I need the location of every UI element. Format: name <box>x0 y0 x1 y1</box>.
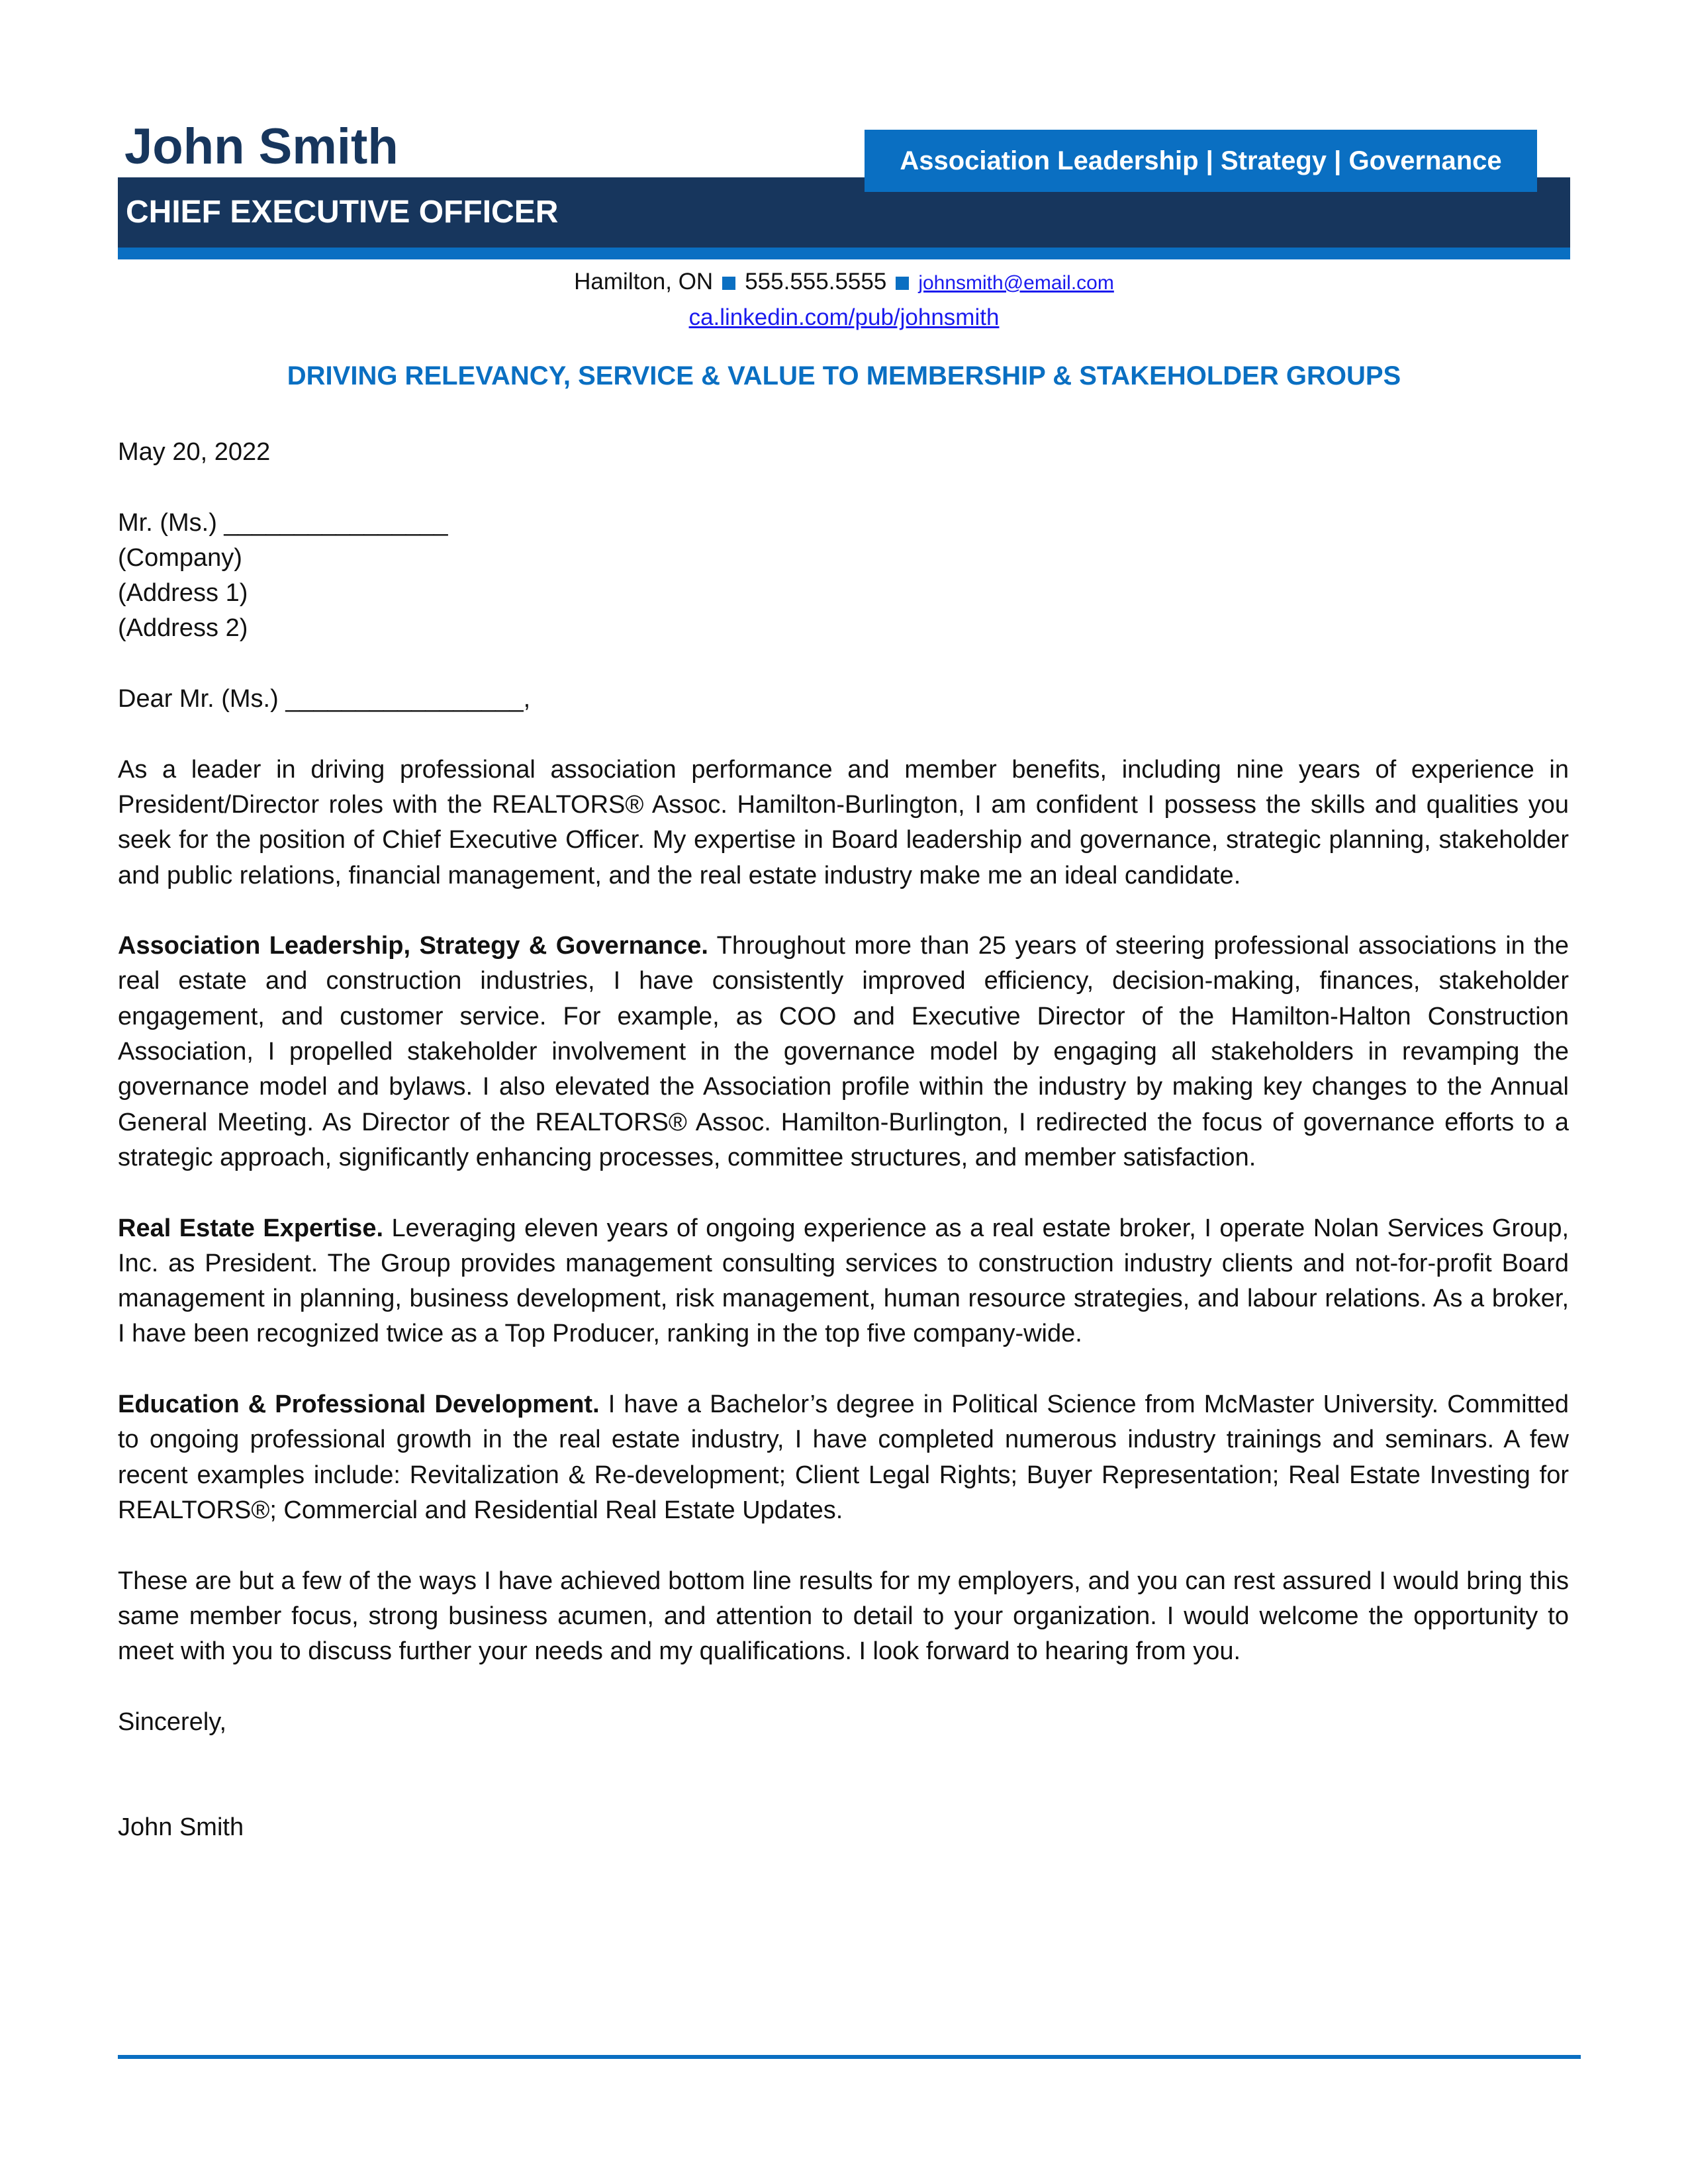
blue-square-bullet-icon <box>896 277 909 290</box>
section-heading: Association Leadership, Strategy & Governance. <box>118 932 708 960</box>
email-link[interactable]: johnsmith@email.com <box>918 272 1114 294</box>
contact-line <box>0 269 1688 295</box>
recipient-address-2: (Address 2) <box>118 614 248 643</box>
linkedin-line <box>0 304 1688 331</box>
section-paragraph <box>118 929 1569 1175</box>
signature-name: John Smith <box>118 1813 244 1841</box>
contact-phone: 555.555.5555 <box>745 269 887 295</box>
closing-paragraph: These are but a few of the ways I have achieved bottom line results for my employers, and you can rest assured I would bring this same member focus, strong business acumen, and attention to detail to your organization. I would welcome the opportunity to meet with you to discuss further your needs and my qualifications. I look forward to hearing from you. <box>118 1567 1569 1666</box>
recipient-company: (Company) <box>118 543 242 572</box>
recipient-block <box>118 506 1569 647</box>
intro-paragraph: As a leader in driving professional association performance and member benefits, including nine years of experience in President/Director roles with the REALTORS® Assoc. Hamilton-Burlington, I am confident I possess the skills and qualities you seek for the position of Chief Executive Officer. My expertise in Board leadership and governance, strategic planning, stakeholder and public relations, financial management, and the real estate industry make me an ideal candidate. <box>118 755 1569 889</box>
contact-location: Hamilton, ON <box>574 269 714 295</box>
salutation: Dear Mr. (Ms.) _________________, <box>118 685 531 713</box>
title-accent-bar <box>118 248 1570 259</box>
job-title: CHIEF EXECUTIVE OFFICER <box>126 195 559 230</box>
section-heading: Education & Professional Development. <box>118 1390 600 1419</box>
linkedin-link[interactable]: ca.linkedin.com/pub/johnsmith <box>688 304 1000 330</box>
letter-body <box>118 435 1569 1881</box>
section-paragraph <box>118 1387 1569 1528</box>
recipient-name: Mr. (Ms.) ________________ <box>118 508 448 537</box>
recipient-address-1: (Address 1) <box>118 579 248 608</box>
section-text: Leveraging eleven years of ongoing experience as a real estate broker, I operate Nolan Services Group, Inc. as President. The Group provides management consulting services to construction industry clients and not-for-profit Board management in planning, business development, risk management, human resource strategies, and labour relations. As a broker, I have been recognized twice as a Top Producer, ranking in the top five company-wide. <box>118 1214 1570 1348</box>
signoff: Sincerely, <box>118 1707 227 1736</box>
headline: DRIVING RELEVANCY, SERVICE & VALUE TO MEMBERSHIP & STAKEHOLDER GROUPS <box>287 361 1401 390</box>
tagline-banner <box>865 130 1537 192</box>
blue-square-bullet-icon <box>722 277 735 290</box>
signature-space <box>118 1740 1569 1810</box>
candidate-name: John Smith <box>124 118 399 175</box>
letter-date: May 20, 2022 <box>118 438 271 466</box>
footer-rule <box>118 2055 1581 2059</box>
section-text: Throughout more than 25 years of steering professional associations in the real estate and construction industries, I have consistently improved efficiency, decision-making, finances, stakeholder engagement, and customer service. For example, as COO and Executive Director of the Hamilton-Halton Construction Association, I propelled stakeholder involvement in the governance model by engaging all stakeholders in revamping the governance model and bylaws. I also elevated the Association profile within the industry by making key changes to the Annual General Meeting. As Director of the REALTORS® Assoc. Hamilton-Burlington, I redirected the focus of governance efforts to a strategic approach, significantly enhancing processes, committee structures, and member satisfaction. <box>118 932 1569 1171</box>
section-text: I have a Bachelor’s degree in Political Science from McMaster University. Committed to ongoing professional growth in the real estate industry, I have completed numerous industry trainings and seminars. A few recent examples include: Revitalization & Re-development; Client Legal Rights; Buyer Representation; Real Estate Investing for REALTORS®; Commercial and Residential Real Estate Updates. <box>118 1390 1569 1524</box>
tagline-text: Association Leadership | Strategy | Governance <box>900 146 1502 175</box>
section-heading: Real Estate Expertise. <box>118 1214 384 1242</box>
section-paragraph <box>118 1211 1569 1352</box>
